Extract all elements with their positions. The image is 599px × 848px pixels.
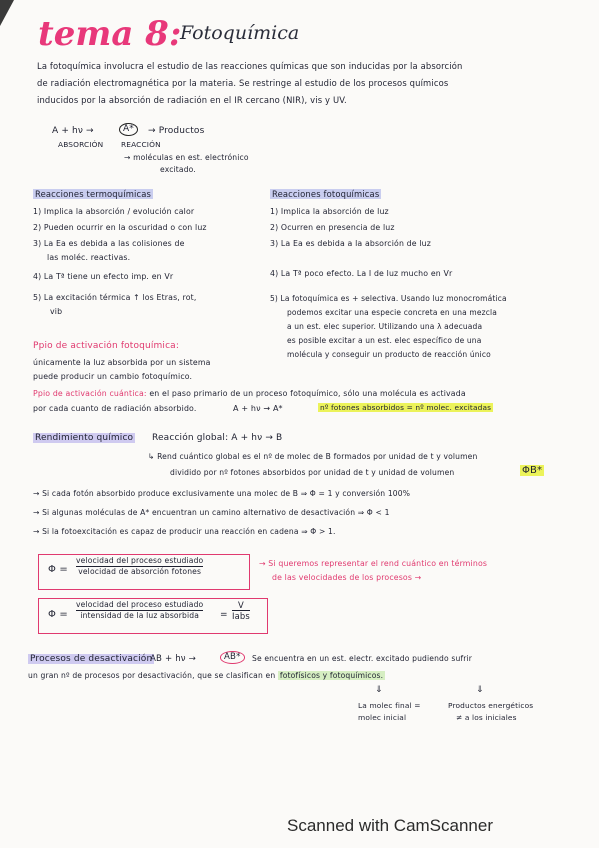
thermal-item-3: 3) La Ea es debida a las colisiones de xyxy=(33,239,185,248)
title-subject: Fotoquímica xyxy=(180,22,300,44)
scheme-molecule-note-1: → moléculas en est. electrónico xyxy=(124,153,249,162)
formula-2-v: V xyxy=(232,601,250,611)
yield-bullet-3: → Si la fotoexcitación es capaz de producir una reacción en cadena ⇒ Φ > 1. xyxy=(33,527,336,536)
quantum-equation: A + hν → A* xyxy=(233,404,283,413)
activation-heading: Ppio de activación fotoquímica: xyxy=(33,341,180,351)
quantum-heading: Ppio de activación cuántica: xyxy=(33,389,147,398)
formula-1-note-1: → Si queremos representar el rend cuántico en términos xyxy=(259,559,488,568)
scheme-reaction: REACCIÓN xyxy=(121,140,161,149)
photo-item-5: 5) La fotoquímica es + selectiva. Usando luz monocromática xyxy=(270,294,507,303)
deactivation-left-2: molec inicial xyxy=(358,713,407,722)
thermal-item-5: 5) La excitación térmica ↑ los Etras, rot, xyxy=(33,293,197,302)
yield-def-1: ↳ Rend cuántico global es el nº de molec de B formados por unidad de t y volumen xyxy=(148,452,478,461)
deactivation-right-2: ≠ a los iniciales xyxy=(456,713,517,722)
intro-line-2: de radiación electromagnética por la materia. Se restringe al estudio de los procesos químicos xyxy=(37,78,449,88)
yield-bullet-1: → Si cada fotón absorbido produce exclusivamente una molec de B ⇒ Φ = 1 y conversión 100% xyxy=(33,489,411,498)
scheme-absorption: ABSORCIÓN xyxy=(58,140,104,149)
photo-item-5d: es posible excitar a un est. elec específico de una xyxy=(287,336,482,345)
yield-bullet-2: → Si algunas moléculas de A* encuentran un camino alternativo de desactivación ⇒ Φ < 1 xyxy=(33,508,390,517)
thermal-heading: Reacciones termoquímicas xyxy=(35,189,152,199)
photo-item-2: 2) Ocurren en presencia de luz xyxy=(270,223,395,232)
thermal-item-2: 2) Pueden ocurrir en la oscuridad o con luz xyxy=(33,223,207,232)
quantum-highlight: nº fotones absorbidos = nº molec. excitadas xyxy=(320,403,492,412)
thermal-item-5b: vib xyxy=(50,307,63,316)
yield-global: Reacción global: A + hν → B xyxy=(152,433,283,443)
camscanner-watermark: Scanned with CamScanner xyxy=(287,816,494,835)
intro-line-3: inducidos por la absorción de radiación en el IR cercano (NIR), vis y UV. xyxy=(37,95,347,105)
formula-2-fraction xyxy=(76,601,203,619)
photo-heading: Reacciones fotoquímicas xyxy=(272,189,380,199)
deactivation-line-2: un gran nº de procesos por desactivación, que se clasifican en fotofísicos y fotoquímicos. xyxy=(28,671,384,680)
formula-2-phi: Φ = xyxy=(48,609,68,620)
deactivation-heading: Procesos de desactivación xyxy=(30,654,153,664)
photo-item-5e: molécula y conseguir un producto de reacción único xyxy=(287,350,491,359)
deactivation-excited: AB* xyxy=(220,651,245,664)
formula-2-iabs: Iabs xyxy=(232,611,250,622)
deactivation-arrow-right: ⇓ xyxy=(476,685,484,695)
activation-line-1: únicamente la luz absorbida por un sistema xyxy=(33,358,211,367)
formula-1-fraction xyxy=(76,557,203,575)
scheme-reactants: A + hν → xyxy=(52,126,94,136)
formula-2-denominator: intensidad de la luz absorbida xyxy=(80,610,199,620)
formula-1-denominator: velocidad de absorción fotones xyxy=(78,566,202,576)
deactivation-eq: AB + hν → xyxy=(150,654,196,664)
photo-item-5c: a un est. elec superior. Utilizando una λ adecuada xyxy=(287,322,483,331)
deactivation-arrow-left: ⇓ xyxy=(375,685,383,695)
formula-2-equals: = xyxy=(220,610,228,620)
deactivation-line-1: Se encuentra en un est. electr. excitado pudiendo sufrir xyxy=(252,654,473,663)
quantum-line-2: por cada cuanto de radiación absorbido. xyxy=(33,404,197,413)
thermal-item-1: 1) Implica la absorción / evolución calor xyxy=(33,207,195,216)
activation-line-2: puede producir un cambio fotoquímico. xyxy=(33,372,193,381)
scheme-excited: A* xyxy=(119,123,138,136)
page-corner-shadow xyxy=(0,0,14,26)
thermal-item-4: 4) La Tª tiene un efecto imp. en Vr xyxy=(33,272,174,281)
photo-item-4: 4) La Tª poco efecto. La I de luz mucho en Vr xyxy=(270,269,453,278)
photo-item-1: 1) Implica la absorción de luz xyxy=(270,207,389,216)
yield-heading: Rendimiento químico xyxy=(35,433,134,443)
photo-item-3: 3) La Ea es debida a la absorción de luz xyxy=(270,239,432,248)
yield-def-2: dividido por nº fotones absorbidos por unidad de t y unidad de volumen xyxy=(170,468,455,477)
intro-line-1: La fotoquímica involucra el estudio de las reacciones químicas que son inducidas por la absorción xyxy=(37,61,463,71)
formula-1-note-2: de las velocidades de los procesos → xyxy=(272,573,422,582)
quantum-line-1 xyxy=(33,390,466,398)
yield-symbol: ΦB* xyxy=(522,465,543,476)
formula-2-numerator: velocidad del proceso estudiado xyxy=(76,600,204,609)
scheme-products: → Productos xyxy=(148,126,205,136)
formula-1-phi: Φ = xyxy=(48,564,68,575)
scheme-molecule-note-2: excitado. xyxy=(160,165,196,174)
thermal-item-3b: las moléc. reactivas. xyxy=(47,253,131,262)
title-tema: tema 8: xyxy=(38,14,182,54)
deactivation-right-1: Productos energéticos xyxy=(448,701,534,710)
quantum-text: en el paso primario de un proceso fotoquímico, sólo una molécula es activada xyxy=(149,389,466,398)
formula-2-v-fraction xyxy=(232,601,250,621)
deactivation-left-1: La molec final = xyxy=(358,701,421,710)
formula-1-numerator: velocidad del proceso estudiado xyxy=(76,556,204,565)
photo-item-5b: podemos excitar una especie concreta en una mezcla xyxy=(287,308,497,317)
